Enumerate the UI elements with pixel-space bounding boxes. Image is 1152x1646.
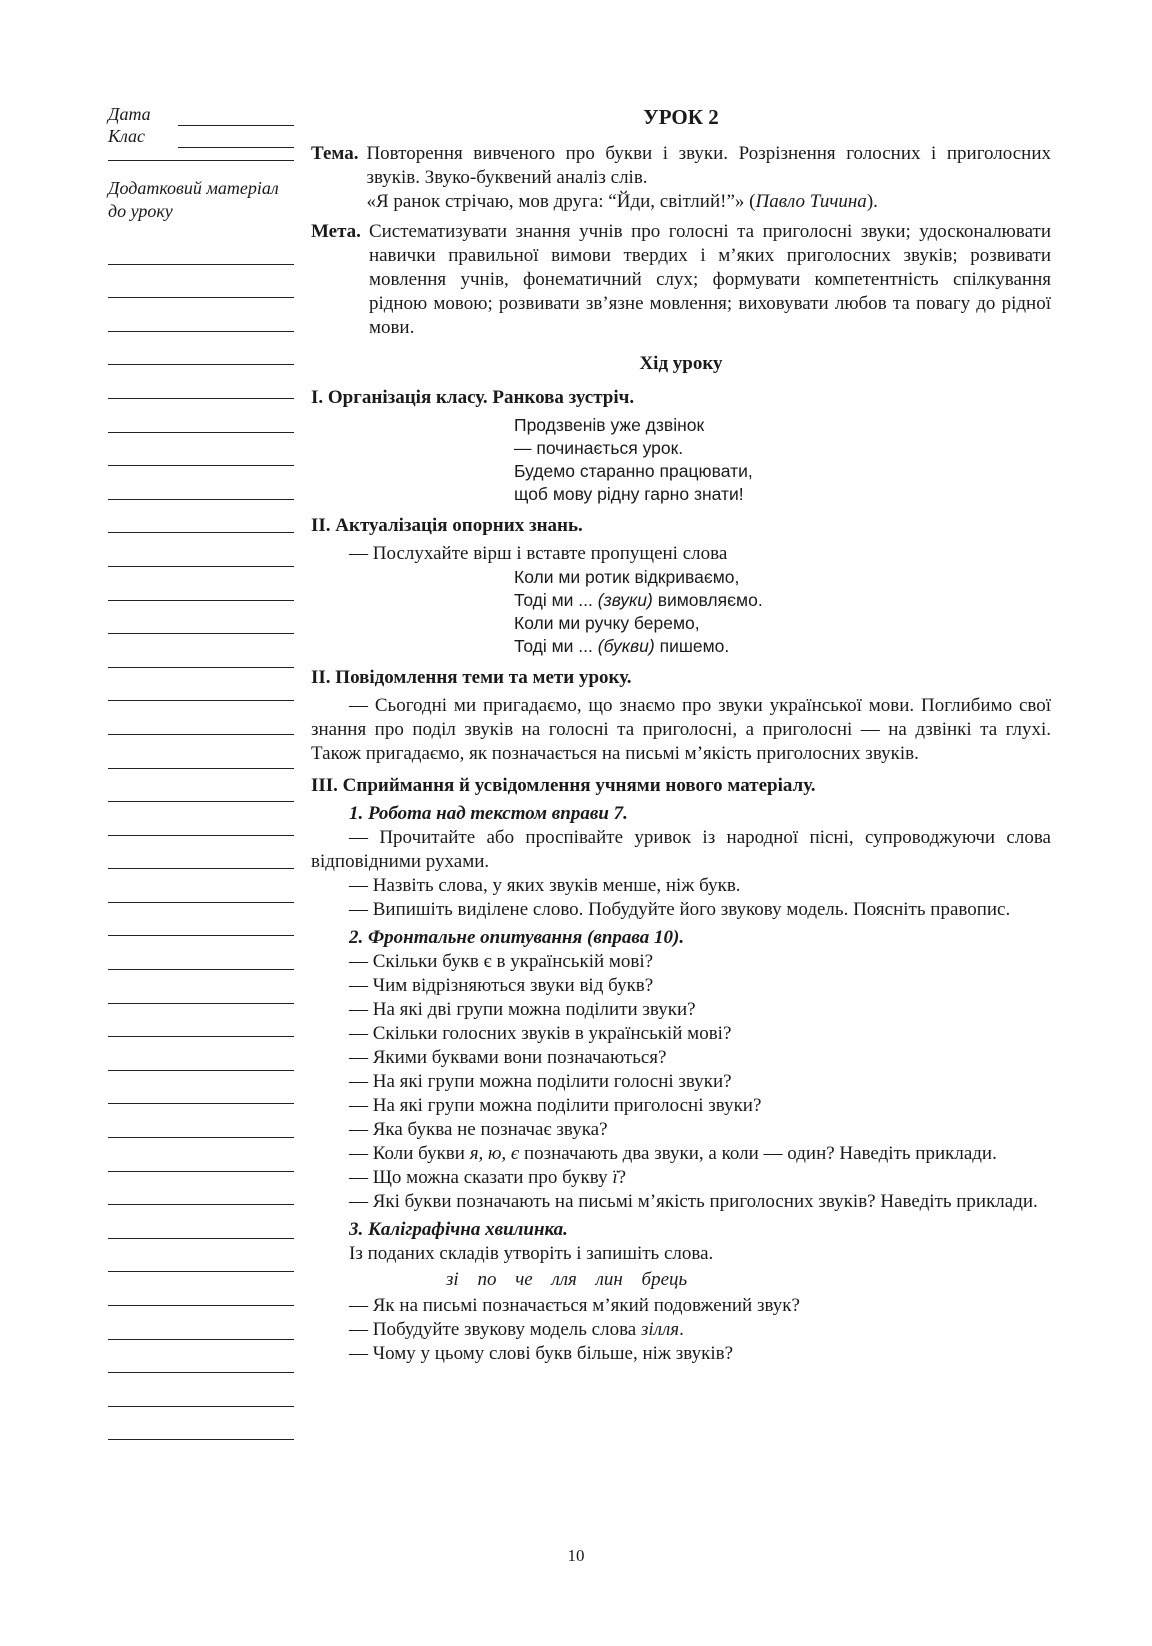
poem-line: Коли ми ручку беремо, [514, 613, 700, 633]
note-line [108, 332, 294, 366]
paragraph: — Випишіть виділене слово. Побудуйте його звукову модель. Поясніть правопис. [349, 899, 1011, 920]
poem-text: Тоді ми ... [514, 636, 598, 656]
note-line [108, 533, 294, 567]
note-line [108, 701, 294, 735]
page-number: 10 [567, 1546, 585, 1565]
question-text: . [679, 1319, 684, 1340]
blank-line [108, 148, 294, 161]
poem-text: пишемо. [654, 636, 730, 656]
poem-text: вимовляємо. [652, 590, 763, 610]
poem-line: Продзвенів уже дзвінок [514, 415, 705, 435]
poem-line: Коли ми ротик відкриваємо, [514, 567, 740, 587]
margin-sidebar [108, 104, 294, 1440]
date-line [178, 111, 294, 126]
note-line [108, 1138, 294, 1172]
poem-line: Будемо старанно працювати, [514, 461, 753, 481]
section-4-heading: III. Сприймання й усвідомлення учнями нового матеріалу. [311, 775, 816, 796]
question-text: позначають два звуки, а коли — один? Наведіть приклади. [519, 1143, 997, 1164]
note-line [108, 970, 294, 1004]
tema-key: Тема. [311, 143, 359, 164]
meta-key: Мета. [311, 221, 361, 242]
question [311, 1166, 1051, 1190]
question [311, 1318, 1051, 1342]
note-line [108, 601, 294, 635]
note-line [108, 1407, 294, 1441]
note-line [108, 634, 294, 668]
note-line [108, 231, 294, 265]
poem-text: Тоді ми ... [514, 590, 598, 610]
question-text: — Побудуйте звукову модель слова [349, 1319, 641, 1340]
note-line [108, 265, 294, 299]
note-line [108, 298, 294, 332]
question: — Які букви позначають на письмі м’якість приголосних звуків? Наведіть приклади. [349, 1191, 1038, 1212]
date-field [108, 104, 294, 126]
note-line [108, 802, 294, 836]
question: — Яка буква не позначає звука? [349, 1119, 608, 1140]
lesson-flow-heading: Хід уроку [639, 353, 723, 374]
question-letter: ї [612, 1167, 618, 1188]
question-text: — Коли букви [349, 1143, 470, 1164]
paragraph: — Прочитайте або проспівайте уривок із народної пісні, супроводжуючи слова відповідними рухами. [311, 827, 1051, 872]
question: — На які групи можна поділити голосні звуки? [349, 1071, 732, 1092]
poem-line [514, 635, 1051, 658]
sounds-poem [311, 566, 1051, 658]
tema-text: Повторення вивченого про букви і звуки. Розрізнення голосних і приголосних звуків. Звуко-буквений аналіз слів. [366, 143, 1051, 188]
epigraph-author: Павло Тичина [755, 191, 867, 212]
class-field [108, 126, 294, 148]
lesson-title: УРОК 2 [643, 105, 719, 129]
note-line [108, 1104, 294, 1138]
note-line [108, 936, 294, 970]
question [311, 1142, 1051, 1166]
lesson-content [311, 104, 1051, 1366]
question: — Чим відрізняються звуки від букв? [349, 975, 654, 996]
note-line [108, 500, 294, 534]
note-line [108, 399, 294, 433]
notes-lines [108, 231, 294, 1440]
note-line [108, 1239, 294, 1273]
poem-line [514, 589, 1051, 612]
section-3-text: — Сьогодні ми пригадаємо, що знаємо про звуки української мови. Поглибимо свої знання про поділ звуків на голосні та приголосні, а приголосні — на дзвінкі та глухі. Також пригадаємо, як позначається на письмі м’якість приголосних звуків. [311, 695, 1051, 764]
meta-text: Систематизувати знання учнів про голосні та приголосні звуки; удосконалювати навички правильної вимови твердих і м’яких приголосних звуків; розвивати мовлення учнів, фонематичний слух; формувати компетентність спілкування рідною мовою; розвивати зв’язне мовлення; виховувати любов та повагу до рідної мови. [368, 221, 1051, 338]
question: — Скільки букв є в українській мові? [349, 951, 654, 972]
note-line [108, 1172, 294, 1206]
note-line [108, 567, 294, 601]
note-line [108, 1037, 294, 1071]
note-line [108, 1306, 294, 1340]
class-label: Клас [108, 126, 146, 146]
question-text: — Що можна сказати про букву [349, 1167, 613, 1188]
subsection-2-heading: 2. Фронтальне опитування (вправа 10). [349, 927, 685, 948]
section-1-heading: I. Організація класу. Ранкова зустріч. [311, 387, 635, 408]
poem-line: щоб мову рідну гарно знати! [514, 484, 744, 504]
paragraph: — Назвіть слова, у яких звуків менше, ніж букв. [349, 875, 741, 896]
section-2-heading: II. Актуалізація опорних знань. [311, 515, 583, 536]
note-line [108, 735, 294, 769]
poem-line: — починається урок. [514, 438, 684, 458]
note-line [108, 836, 294, 870]
note-line [108, 1205, 294, 1239]
epigraph-text: «Я ранок стрічаю, мов друга: “Йди, світлий!”» ( [366, 191, 756, 212]
note-line [108, 466, 294, 500]
date-label: Дата [108, 104, 151, 124]
question: — Скільки голосних звуків в українській мові? [349, 1023, 732, 1044]
question-letters: я, ю, є [469, 1143, 520, 1164]
note-line [108, 1004, 294, 1038]
note-line [108, 769, 294, 803]
note-line [108, 433, 294, 467]
question: — Як на письмі позначається м’який подовжений звук? [349, 1295, 800, 1316]
question-word: зілля [641, 1319, 680, 1340]
subsection-1-heading: 1. Робота над текстом вправи 7. [349, 803, 628, 824]
note-line [108, 1272, 294, 1306]
note-line [108, 1071, 294, 1105]
question: — На які дві групи можна поділити звуки? [349, 999, 696, 1020]
question-list [311, 950, 1051, 1214]
poem-answer: (звуки) [597, 590, 653, 610]
greeting-poem [311, 414, 1051, 506]
poem-instruction: — Послухайте вірш і вставте пропущені слова [349, 543, 728, 564]
meta-block [311, 220, 1051, 340]
poem-answer: (букви) [597, 636, 655, 656]
epigraph-end: ). [866, 191, 878, 212]
calligraphy-instruction: Із поданих складів утворіть і запишіть слова. [349, 1243, 714, 1264]
tema-block [311, 142, 1051, 214]
note-line [108, 869, 294, 903]
epigraph [366, 190, 1051, 214]
question: — На які групи можна поділити приголосні звуки? [349, 1095, 762, 1116]
subsection-3-heading: 3. Каліграфічна хвилинка. [349, 1219, 568, 1240]
note-line [108, 1340, 294, 1374]
syllables: зі по че лля лин брець [446, 1269, 688, 1290]
note-line [108, 668, 294, 702]
extra-material-label: Додатковий матеріал до уроку [108, 178, 279, 221]
note-line [108, 1373, 294, 1407]
note-line [108, 365, 294, 399]
note-line [108, 903, 294, 937]
class-line [178, 133, 294, 148]
question-text: ? [617, 1167, 627, 1188]
question: — Чому у цьому слові букв більше, ніж звуків? [349, 1343, 734, 1364]
section-3-heading: II. Повідомлення теми та мети уроку. [311, 667, 632, 688]
question: — Якими буквами вони позначаються? [349, 1047, 667, 1068]
